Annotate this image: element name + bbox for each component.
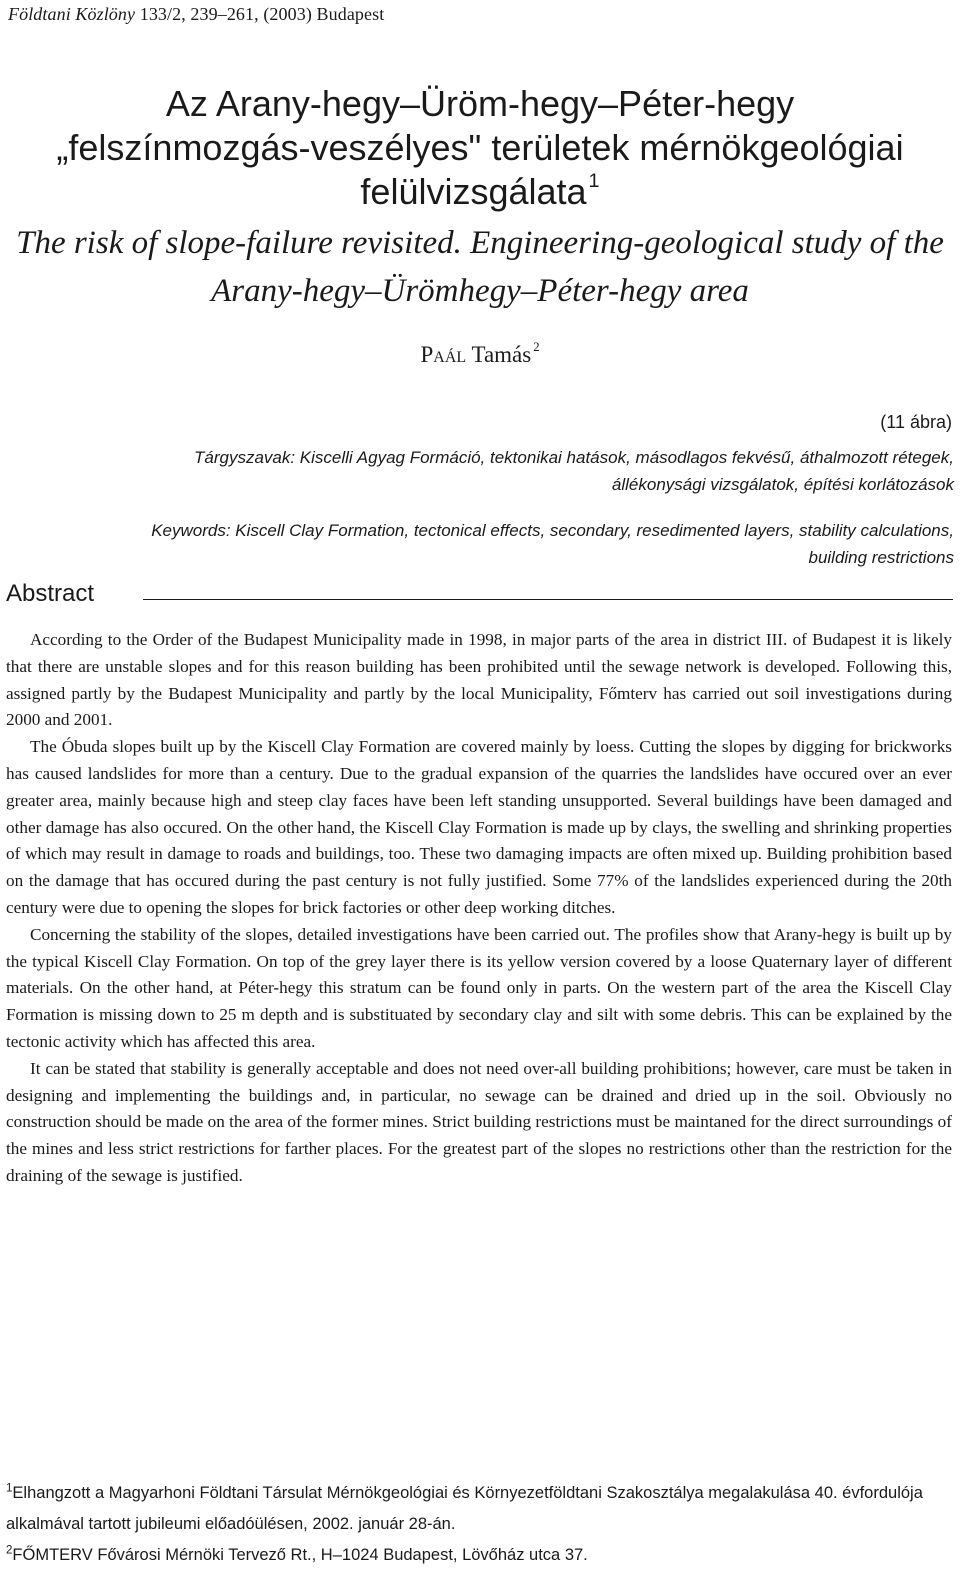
abstract-paragraph-1: According to the Order of the Budapest Municipality made in 1998, in major parts of the area in district III. of Budapest it is likely that there are unstable slopes and for this reason building has been prohibited until the sewage network is developed. Following this, assigned partly by the Budapest Municipality and partly by the local Municipality, Főmterv has carried out soil investigations during 2000 and 2001. [6, 630, 952, 730]
title-en-line-1: The risk of slope-failure revisited. Engineering-geological study of the [16, 225, 944, 261]
title-hu-line-3 [0, 170, 960, 214]
title-footnote-mark[interactable]: 1 [588, 170, 600, 193]
footnote-2-mark: 2 [6, 1544, 13, 1557]
journal-volume: 133/2, 239–261, (2003) Budapest [139, 4, 385, 24]
journal-reference [8, 4, 384, 25]
author-family-name: Paál [420, 342, 467, 367]
keywords-hu-line-1: Tárgyszavak: Kiscelli Agyag Formáció, tektonikai hatások, másodlagos fekvésű, áthalmozott rétegek, [193, 448, 954, 467]
author-footnote-mark[interactable]: 2 [533, 340, 540, 355]
abstract-paragraph-3: Concerning the stability of the slopes, detailed investigations have been carried out. The profiles show that Arany-hegy is built up by the typical Kiscell Clay Formation. On top of the grey layer there is its yellow version covered by a loose Quaternary layer of different materials. On the other hand, at Péter-hegy this stratum can be found only in parts. On the western part of the area the Kiscell Clay Formation is missing down to 25 m depth and is substituated by secondary clay and silt with some debris. This can be explained by the tectonic activity which has affected this area. [6, 924, 952, 1051]
title-hungarian [0, 82, 960, 214]
footnote-1-mark: 1 [6, 1482, 13, 1495]
title-english [0, 219, 960, 315]
author-line [0, 342, 960, 368]
title-en-line-2: Arany-hegy–Ürömhegy–Péter-hegy area [211, 273, 749, 309]
abstract-paragraph-2: The Óbuda slopes built up by the Kiscell Clay Formation are covered mainly by loess. Cutting the slopes by digging for brickworks has caused landslides for more than a century. Due to the gradual expansion of the quarries the landslides have occured over an ever greater area, mainly because high and steep clay faces have been left standing unsupported. Several buildings have been damaged and other damage has also occured. On the other hand, the Kiscell Clay Formation is made up by clays, the swelling and shrinking properties of which may result in damage to roads and buildings, too. These two damaging impacts are often mixed up. Building prohibition based on the damage that has occured during the past century is not fully justified. Some 77% of the landslides experienced during the 20th century were due to opening the slopes for brick factories or other deep working ditches. [6, 737, 952, 917]
keywords-english [74, 517, 954, 571]
title-hu-line-3-text: felülvizsgálata [360, 171, 587, 212]
abstract-paragraph-4: It can be stated that stability is generally acceptable and does not need over-all building prohibitions; however, care must be taken in designing and implementing the buildings and, in particular, no sewage can be drained and dried up in the soil. Obviously no construction should be made on the area of the former mines. Strict building restrictions must be maintaned for the direct surroundings of the mines and less strict restrictions for farther places. For the greatest part of the slopes no restrictions other than the restriction for the draining of the sewage is justified. [6, 1058, 952, 1185]
keywords-en-line-1: Keywords: Kiscell Clay Formation, tectonical effects, secondary, resedimented layers, stability calculations, [151, 521, 954, 540]
title-hu-line-1: Az Arany-hegy–Üröm-hegy–Péter-hegy [165, 83, 795, 124]
footnote-1-text: Elhangzott a Magyarhoni Földtani Társulat Mérnökgeológiai és Környezetföldtani Szakosztálya megalakulása 40. évfordulója alkalmával tartott jubileumi előadóülésen, 2002. január 28-án. [6, 1484, 923, 1533]
footnote-2 [6, 1540, 952, 1571]
footnote-2-text: FŐMTERV Fővárosi Mérnöki Tervező Rt., H–1024 Budapest, Lövőház utca 37. [12, 1546, 588, 1564]
journal-name: Földtani Közlöny [8, 4, 136, 24]
keywords-hungarian [74, 444, 954, 498]
keywords-hu-line-2: állékonysági vizsgálatok, építési korlátozások [611, 475, 954, 494]
footnote-1 [6, 1478, 952, 1540]
abstract-divider [143, 599, 953, 600]
abstract-body [6, 627, 952, 1190]
title-hu-line-2: „felszínmozgás-veszélyes" területek mérnökgeológiai [56, 127, 904, 168]
keywords-en-line-2: building restrictions [808, 548, 954, 567]
figure-count: (11 ábra) [880, 412, 952, 432]
footnotes [6, 1478, 952, 1571]
author-given-name: Tamás [471, 342, 532, 367]
abstract-heading: Abstract [6, 580, 95, 607]
